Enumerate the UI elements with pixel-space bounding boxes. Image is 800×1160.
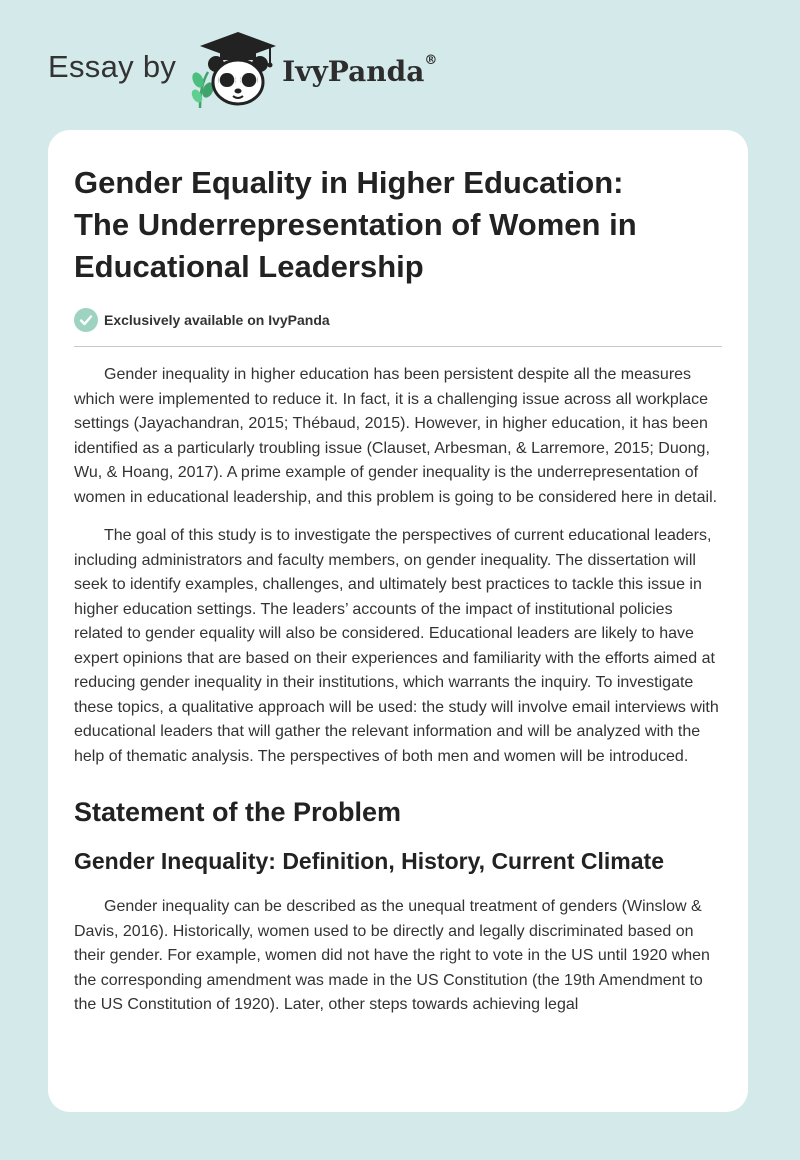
exclusive-label: Exclusively available on IvyPanda — [104, 312, 330, 328]
panda-graduate-logo-icon[interactable] — [188, 30, 280, 110]
subsection-heading: Gender Inequality: Definition, History, Current Climate — [74, 848, 664, 874]
registered-mark: ® — [424, 52, 438, 68]
title-line: Gender Equality in Higher Education: — [74, 165, 624, 200]
exclusive-badge — [74, 308, 722, 332]
essay-card — [48, 130, 748, 1112]
title-line: Educational Leadership — [74, 249, 424, 284]
divider — [74, 346, 722, 347]
section-heading: Statement of the Problem — [74, 797, 402, 827]
site-header — [48, 30, 437, 110]
page-title — [74, 162, 722, 288]
title-line: The Underrepresentation of Women in — [74, 207, 637, 242]
paragraph: Gender inequality can be described as the unequal treatment of genders (Winslow & Davis, 2016). Historically, women used to be directly and legally discriminated based on their gender. For example, women did not have the right to vote in the US until 1920 when the corresponding amendment was made in the US Constitution (the 19th Amendment to the US Constitution of 1920). Later, other steps towards achieving legal — [74, 898, 710, 1013]
essay-by-label: Essay by — [48, 49, 177, 84]
paragraph: Gender inequality in higher education has been persistent despite all the measures which were implemented to reduce it. In fact, it is a challenging issue across all workplace settings (Jayachandran, 2015; Thébaud, 2015). However, in higher education, it has been identified as a particularly troubling issue (Clauset, Arbesman, & Larremore, 2015; Duong, Wu, & Hoang, 2017). A prime example of gender inequality is the underrepresentation of women in educational leadership, and this problem is going to be considered here in detail. — [74, 366, 718, 506]
brand-name[interactable]: IvyPanda® — [282, 52, 438, 88]
check-badge-icon — [74, 308, 98, 332]
paragraph: The goal of this study is to investigate the perspectives of current educational leaders, including administrators and faculty members, on gender inequality. The dissertation will seek to identify examples, challenges, and ultimately best practices to tackle this issue in higher education settings. The leaders’ accounts of the impact of institutional policies related to gender equality will also be considered. Educational leaders are likely to have expert opinions that are based on their experiences and familiarity with the efforts aimed at reducing gender inequality in their institutions, which warrants the inquiry. To investigate these topics, a qualitative approach will be used: the study will involve email interviews with educational leaders that will gather the relevant information and will be analyzed with the help of thematic analysis. The perspectives of both men and women will be introduced. — [74, 527, 719, 765]
